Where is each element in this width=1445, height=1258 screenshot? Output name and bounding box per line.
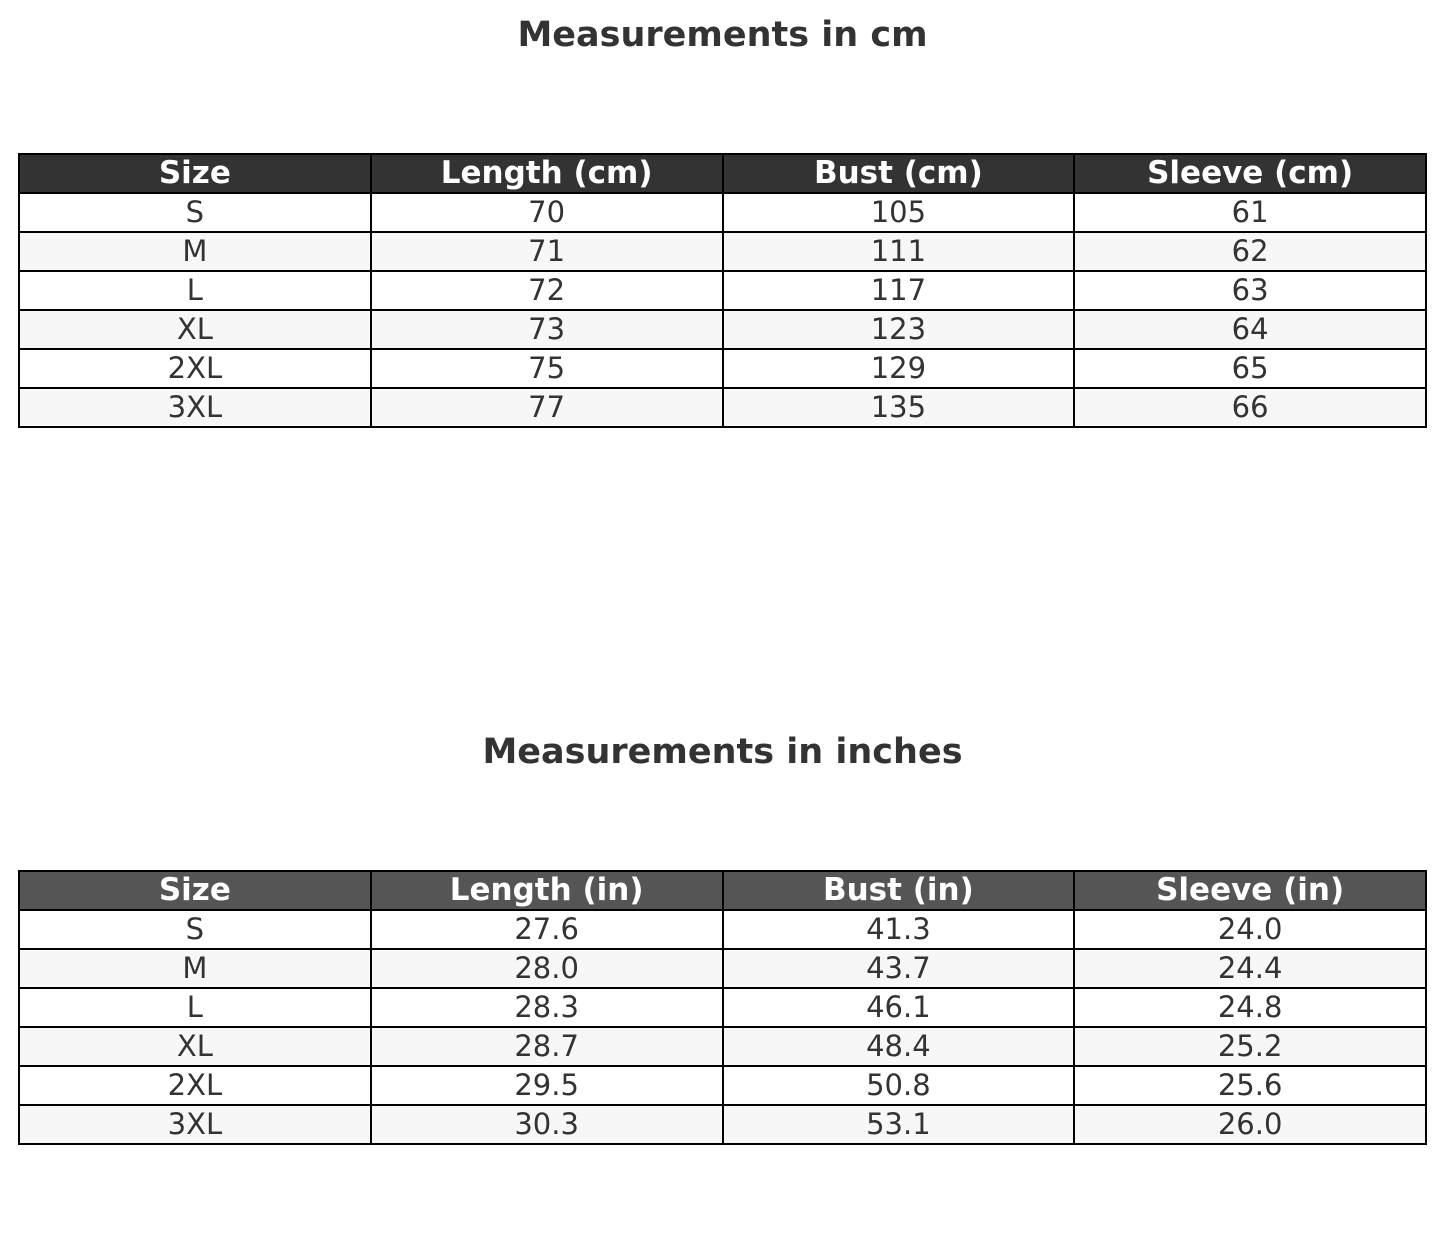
size-cell: L [19,988,371,1027]
bust-cell: 105 [723,193,1075,232]
length-cell: 70 [371,193,723,232]
bust-cell: 111 [723,232,1075,271]
header-cell-sleeve: Sleeve (cm) [1074,154,1426,193]
bust-cell: 129 [723,349,1075,388]
header-cell-length: Length (in) [371,871,723,910]
bust-cell: 135 [723,388,1075,427]
inches-table-title: Measurements in inches [482,732,963,772]
cm-size-table [18,153,1427,428]
bust-cell: 43.7 [723,949,1075,988]
size-cell: 3XL [19,1105,371,1144]
header-cell-sleeve: Sleeve (in) [1074,871,1426,910]
table-row [19,1105,1426,1144]
header-cell-length: Length (cm) [371,154,723,193]
sleeve-cell: 24.4 [1074,949,1426,988]
table-row [19,910,1426,949]
size-cell: XL [19,310,371,349]
sleeve-cell: 63 [1074,271,1426,310]
table-row [19,349,1426,388]
header-cell-size: Size [19,871,371,910]
sleeve-cell: 62 [1074,232,1426,271]
table-row [19,193,1426,232]
length-cell: 72 [371,271,723,310]
length-cell: 28.3 [371,988,723,1027]
length-cell: 27.6 [371,910,723,949]
size-cell: 3XL [19,388,371,427]
table-header-row [19,154,1426,193]
sleeve-cell: 25.2 [1074,1027,1426,1066]
bust-cell: 50.8 [723,1066,1075,1105]
table-row [19,388,1426,427]
table-row [19,271,1426,310]
length-cell: 77 [371,388,723,427]
sleeve-cell: 24.8 [1074,988,1426,1027]
header-cell-size: Size [19,154,371,193]
bust-cell: 46.1 [723,988,1075,1027]
table-row [19,988,1426,1027]
bust-cell: 48.4 [723,1027,1075,1066]
bust-cell: 117 [723,271,1075,310]
length-cell: 73 [371,310,723,349]
header-cell-bust: Bust (cm) [723,154,1075,193]
bust-cell: 53.1 [723,1105,1075,1144]
header-cell-bust: Bust (in) [723,871,1075,910]
table-row [19,1066,1426,1105]
length-cell: 71 [371,232,723,271]
length-cell: 29.5 [371,1066,723,1105]
length-cell: 28.7 [371,1027,723,1066]
bust-cell: 123 [723,310,1075,349]
table-row [19,1027,1426,1066]
sleeve-cell: 24.0 [1074,910,1426,949]
bust-cell: 41.3 [723,910,1075,949]
inches-size-table [18,870,1427,1145]
size-cell: L [19,271,371,310]
table-row [19,232,1426,271]
size-cell: 2XL [19,1066,371,1105]
length-cell: 30.3 [371,1105,723,1144]
size-cell: S [19,910,371,949]
sleeve-cell: 61 [1074,193,1426,232]
size-cell: M [19,232,371,271]
table-row [19,949,1426,988]
table-header-row [19,871,1426,910]
sleeve-cell: 65 [1074,349,1426,388]
size-cell: S [19,193,371,232]
sleeve-cell: 26.0 [1074,1105,1426,1144]
size-cell: 2XL [19,349,371,388]
sleeve-cell: 66 [1074,388,1426,427]
size-cell: XL [19,1027,371,1066]
size-cell: M [19,949,371,988]
table-row [19,310,1426,349]
sleeve-cell: 64 [1074,310,1426,349]
sleeve-cell: 25.6 [1074,1066,1426,1105]
length-cell: 28.0 [371,949,723,988]
cm-table-title: Measurements in cm [517,15,928,55]
length-cell: 75 [371,349,723,388]
